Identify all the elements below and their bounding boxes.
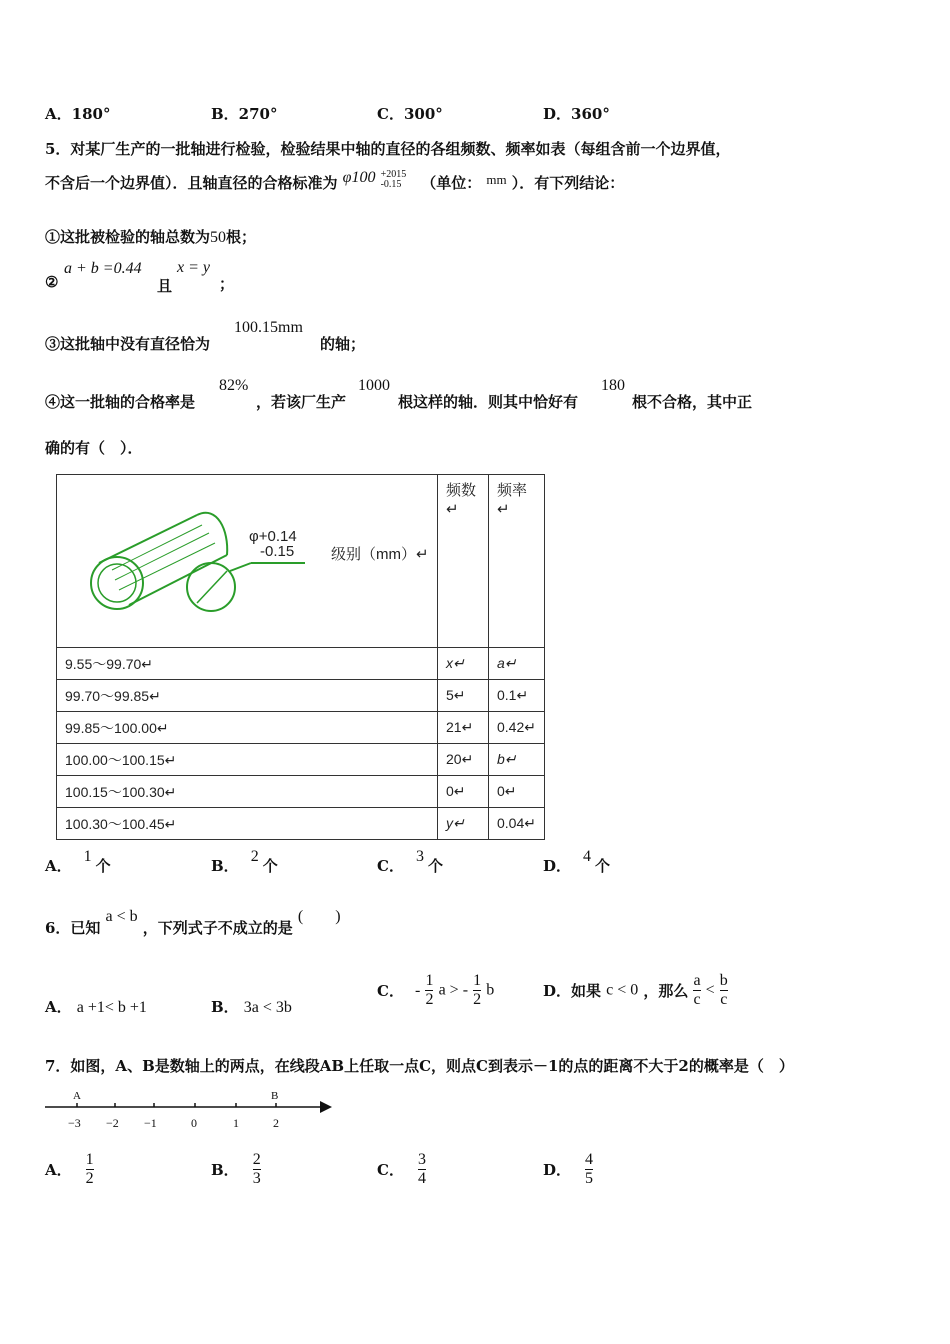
option-letter: B． <box>211 857 239 875</box>
option-number: 1 <box>83 848 92 865</box>
q5-conclusion-2-eq2: x = y <box>177 259 210 276</box>
d-then: ，那么 <box>643 982 689 1000</box>
q6-text: 6．已知 <box>45 919 101 937</box>
q6-option-c <box>377 972 494 1009</box>
q5-conclusion-2-end: ； <box>219 275 235 293</box>
count-cell: 0↵ <box>438 776 489 808</box>
c-frac-1 <box>425 972 433 1009</box>
q5-conclusion-2-and: 且 <box>157 277 173 295</box>
tick-label: 0 <box>191 1116 197 1130</box>
freq-cell: 0.1↵ <box>489 680 545 712</box>
q6-option-a <box>45 996 147 1017</box>
q5-conclusion-3-end: 的轴； <box>320 335 366 353</box>
frac-num: 3 <box>417 1151 426 1168</box>
q5-tolerance-lower: -0.15 <box>380 179 402 190</box>
table-row <box>57 776 545 808</box>
range-cell: 99.70～99.85↵ <box>57 680 438 712</box>
option-letter: D． <box>543 857 572 875</box>
q5-stem-line1: 5．对某厂生产的一批轴进行检验，检验结果中轴的直径的各组频数、频率如表（每组含前一个边界值， <box>45 140 731 158</box>
freq-cell: b↵ <box>489 744 545 776</box>
option-unit: 个 <box>262 857 278 875</box>
option-letter: C． <box>377 982 404 1000</box>
d-frac-2 <box>720 972 728 1009</box>
frac-num: b <box>719 972 728 989</box>
frac-den: 3 <box>252 1170 261 1187</box>
freq-cell: 0.42↵ <box>489 712 545 744</box>
q5-text-end: ）．有下列结论： <box>511 174 625 192</box>
frac-den: 2 <box>85 1170 94 1187</box>
freq-cell: 0.04↵ <box>489 808 545 840</box>
q6-condition: a < b <box>105 908 138 925</box>
q7-option-b <box>211 1151 261 1188</box>
option-letter: B． <box>211 1161 239 1179</box>
d-lt: < <box>705 981 715 999</box>
q5-unit-label: （单位： <box>421 174 482 192</box>
option-letter: D． <box>543 1161 572 1179</box>
q5-conclusion-4-total: 1000 <box>358 377 390 394</box>
frac-den: c <box>720 991 728 1008</box>
q5-option-b <box>211 848 278 876</box>
header-cell-count: 频数↵ <box>438 475 489 648</box>
q5-tolerance-upper: +2015 <box>380 169 407 180</box>
tick-label: 1 <box>233 1116 239 1130</box>
range-cell: 100.15～100.30↵ <box>57 776 438 808</box>
tolerance-upper-label: φ+0.14 <box>249 528 297 545</box>
option-number: 2 <box>250 848 259 865</box>
range-cell: 100.30～100.45↵ <box>57 808 438 840</box>
option-letter: A． <box>45 998 72 1016</box>
count-cell: y↵ <box>438 808 489 840</box>
option-number: 4 <box>583 848 592 865</box>
q5-conclusion-3-value: 100.15mm <box>234 319 303 336</box>
q5-option-a <box>45 848 111 876</box>
q5-standard-symbol: φ100 <box>342 169 376 186</box>
tick-label: 2 <box>273 1116 279 1130</box>
option-frac <box>253 1151 261 1188</box>
c1-number: 50 <box>210 229 227 246</box>
frac-num: 1 <box>473 972 482 989</box>
q5-conclusion-4-mid2: 根这样的轴．则其中恰好有 <box>398 393 579 411</box>
number-line <box>40 1085 340 1135</box>
q5-tolerance <box>381 170 407 190</box>
frequency-table <box>56 474 545 840</box>
option-frac <box>86 1151 94 1188</box>
q5-unit: mm <box>486 172 507 187</box>
point-b-label: B <box>271 1090 279 1102</box>
frac-num: 1 <box>425 972 434 989</box>
c-neg: - <box>415 981 421 999</box>
q5-conclusion-1 <box>45 226 256 247</box>
header-grade-label: 级别（mm）↵ <box>331 546 429 563</box>
q5-conclusion-4-bad: 180 <box>601 377 625 394</box>
q5-conclusion-2-mark: ② <box>45 273 59 291</box>
c-end: b <box>486 981 495 999</box>
q5-conclusion-4-rate: 82% <box>219 377 249 394</box>
q4-option-c: C．300° <box>377 105 443 123</box>
q5-stem-line2 <box>45 169 625 193</box>
option-unit: 个 <box>427 857 443 875</box>
count-cell: 5↵ <box>438 680 489 712</box>
q4-option-d: D．360° <box>543 105 610 123</box>
q5-option-c <box>377 848 443 876</box>
option-letter: A． <box>45 1161 72 1179</box>
q6-paren: ( ) <box>297 908 341 925</box>
point-a-label: A <box>73 1090 81 1102</box>
frac-den: 5 <box>585 1170 594 1187</box>
tick-label: −1 <box>144 1116 157 1130</box>
q4-option-b: B．270° <box>211 105 278 123</box>
table-row <box>57 712 545 744</box>
q7-option-d <box>543 1151 593 1188</box>
option-letter: C． <box>377 1161 404 1179</box>
q5-conclusion-3: ③这批轴中没有直径恰为 <box>45 335 211 353</box>
q5-conclusion-4: ④这一批轴的合格率是 <box>45 393 196 411</box>
option-unit: 个 <box>95 857 111 875</box>
q7-stem: 7．如图，A、B是数轴上的两点，在线段AB上任取一点C，则点C到表示－1的点的距离不大于2的概率是（ ） <box>45 1057 794 1075</box>
q7-option-a <box>45 1151 94 1188</box>
frac-den: 2 <box>425 991 434 1008</box>
header-cell-frequency: 频率↵ <box>489 475 545 648</box>
q6-option-d <box>543 972 728 1009</box>
option-letter: A． <box>45 857 72 875</box>
freq-cell: 0↵ <box>489 776 545 808</box>
option-frac <box>418 1151 426 1188</box>
table-row <box>57 680 545 712</box>
header-cell-grade <box>57 475 438 648</box>
q5-conclusion-4-end: 根不合格，其中正 <box>632 393 753 411</box>
d-cond: c < 0 <box>606 981 639 999</box>
frac-num: a <box>693 972 701 989</box>
q5-conclusion-4-mid: ，若该厂生产 <box>256 393 347 411</box>
c1-text: ①这批被检验的轴总数为 <box>45 228 211 246</box>
table-row <box>57 744 545 776</box>
q6-stem <box>45 908 341 938</box>
c-frac-2 <box>473 972 481 1009</box>
frac-num: 1 <box>85 1151 94 1168</box>
c1-end: 根； <box>226 228 257 246</box>
frac-num: 2 <box>252 1151 261 1168</box>
option-letter: B． <box>211 998 239 1016</box>
frac-den: c <box>693 991 701 1008</box>
q6-text-2: ，下列式子不成立的是 <box>142 919 293 937</box>
freq-cell: a↵ <box>489 648 545 680</box>
c-mid: a > - <box>438 981 469 999</box>
q4-option-a: A．180° <box>45 105 111 123</box>
q5-stem-last: 确的有（ ）． <box>45 439 143 457</box>
q5-conclusion-2-eq1: a + b =0.44 <box>64 260 142 277</box>
option-expr: 3a < 3b <box>243 999 292 1016</box>
frac-den: 2 <box>473 991 482 1008</box>
option-letter: D．如果 <box>543 982 602 1000</box>
q5-option-d <box>543 848 611 876</box>
range-cell: 9.55～99.70↵ <box>57 648 438 680</box>
tick-label: −2 <box>106 1116 119 1130</box>
q6-option-b <box>211 996 292 1017</box>
d-frac-1 <box>693 972 700 1009</box>
frac-num: 4 <box>585 1151 594 1168</box>
tolerance-lower-label: -0.15 <box>260 543 295 560</box>
range-cell: 100.00～100.15↵ <box>57 744 438 776</box>
option-letter: C． <box>377 857 404 875</box>
count-cell: 21↵ <box>438 712 489 744</box>
table-row <box>57 648 545 680</box>
range-cell: 99.85～100.00↵ <box>57 712 438 744</box>
table-header-row <box>57 475 545 648</box>
q5-text: 不含后一个边界值）．且轴直径的合格标准为 <box>45 174 338 192</box>
count-cell: 20↵ <box>438 744 489 776</box>
option-unit: 个 <box>595 857 611 875</box>
option-frac <box>585 1151 593 1188</box>
q7-option-c <box>377 1151 426 1188</box>
tick-label: −3 <box>68 1116 81 1130</box>
count-cell: x↵ <box>438 648 489 680</box>
option-expr: a +1< b +1 <box>76 999 147 1016</box>
option-number: 3 <box>415 848 424 865</box>
frac-den: 4 <box>417 1170 426 1187</box>
table-row <box>57 808 545 840</box>
